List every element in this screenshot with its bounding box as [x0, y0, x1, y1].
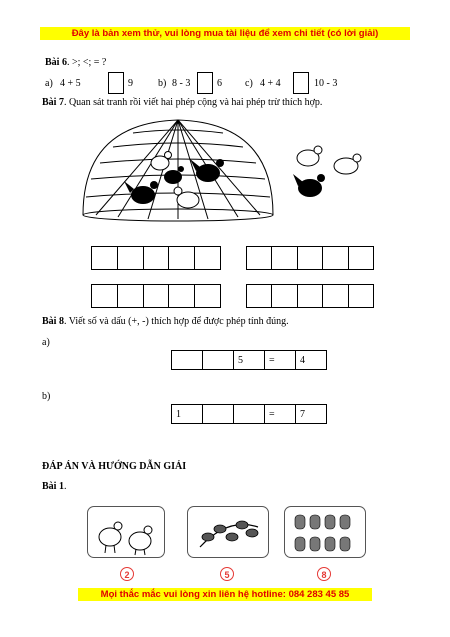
header-preview-banner: Đây là bản xem thử, vui lòng mua tài liệu để xem chi tiết (có lời giải) — [40, 27, 410, 40]
answer-value-3: 8 — [317, 567, 331, 581]
exercise-8-b-equation — [171, 404, 327, 424]
exercise-8-b-cell-5: 7 — [296, 405, 327, 424]
answers-bai1-heading — [42, 481, 66, 492]
exercise-6-b-label: b) — [158, 78, 167, 89]
exercise-8-a-cell-1[interactable] — [172, 351, 203, 370]
exercise-6-c-label: c) — [245, 78, 253, 89]
exercise-8-a-cell-5: 4 — [296, 351, 327, 370]
birds-icon — [188, 507, 268, 557]
exercise-8-a-label: a) — [42, 337, 50, 348]
chickens-outside-illustration — [288, 140, 368, 205]
exercise-8-a-equation — [171, 350, 327, 370]
footer-hotline-banner: Mọi thắc mắc vui lòng xin liên hệ hotline: 084 283 45 85 — [78, 588, 372, 601]
answer-picture-chickens — [87, 506, 165, 558]
exercise-6-b-right: 6 — [217, 78, 222, 89]
chicken-cage-illustration — [78, 115, 278, 225]
exercise-8-instruction: . Viết số và dấu (+, -) thích hợp để được phép tính đúng. — [63, 316, 289, 327]
answers-heading: ĐÁP ÁN VÀ HƯỚNG DẪN GIẢI — [42, 461, 187, 472]
exercise-8-b-cell-1: 1 — [172, 405, 203, 424]
answer-value-2: 5 — [220, 567, 234, 581]
exercise-6-title: Bài 6 — [45, 57, 67, 68]
answer-picture-rabbits — [284, 506, 366, 558]
exercise-8-b-cell-3[interactable] — [234, 405, 265, 424]
exercise-7-grid-4[interactable] — [246, 284, 374, 308]
exercise-8-a-cell-2[interactable] — [203, 351, 234, 370]
exercise-6-a-left: 4 + 5 — [60, 78, 81, 89]
answer-picture-birds — [187, 506, 269, 558]
exercise-6-b-answer-box[interactable] — [197, 72, 213, 94]
exercise-8-b-cell-4: = — [265, 405, 296, 424]
exercise-6-c-left: 4 + 4 — [260, 78, 281, 89]
exercise-7-heading — [42, 97, 322, 108]
answers-bai1-title: Bài 1 — [42, 481, 64, 492]
exercise-6-a-answer-box[interactable] — [108, 72, 124, 94]
exercise-7-title: Bài 7 — [42, 97, 64, 108]
answers-bai1-suffix: . — [63, 481, 67, 492]
chickens-icon — [88, 507, 164, 557]
exercise-6-heading — [45, 57, 106, 68]
exercise-6-a-right: 9 — [128, 78, 133, 89]
exercise-7-grid-2[interactable] — [246, 246, 374, 270]
exercise-7-grid-1[interactable] — [91, 246, 221, 270]
exercise-7-grid-3[interactable] — [91, 284, 221, 308]
exercise-8-b-label: b) — [42, 391, 51, 402]
exercise-6-c-right: 10 - 3 — [314, 78, 338, 89]
rabbits-icon — [285, 507, 365, 557]
exercise-8-a-cell-4: = — [265, 351, 296, 370]
exercise-8-a-cell-3: 5 — [234, 351, 265, 370]
exercise-6-instruction: . >; <; = ? — [66, 57, 107, 68]
exercise-8-b-cell-2[interactable] — [203, 405, 234, 424]
exercise-6-b-left: 8 - 3 — [172, 78, 191, 89]
answer-value-1: 2 — [120, 567, 134, 581]
exercise-6-c-answer-box[interactable] — [293, 72, 309, 94]
exercise-6-a-label: a) — [45, 78, 53, 89]
exercise-8-title: Bài 8 — [42, 316, 64, 327]
exercise-7-instruction: . Quan sát tranh rồi viết hai phép cộng và hai phép trừ thích hợp. — [63, 97, 323, 108]
exercise-8-heading — [42, 316, 289, 327]
